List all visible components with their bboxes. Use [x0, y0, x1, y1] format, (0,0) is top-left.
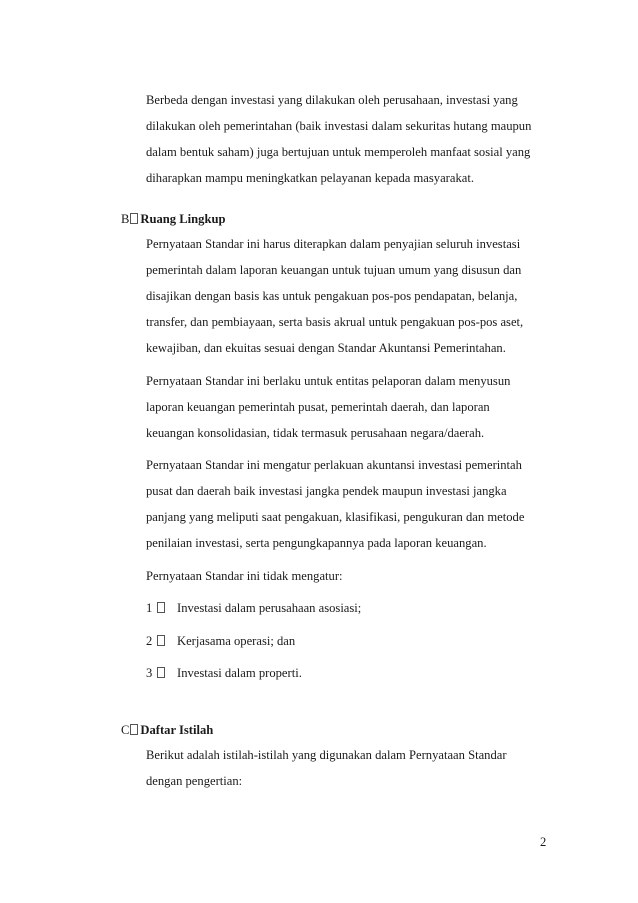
section-b-title: Ruang Lingkup: [140, 212, 226, 226]
section-b-para3-line: pusat dan daerah baik investasi jangka pendek maupun investasi jangka: [146, 484, 507, 498]
page-number: 2: [540, 835, 547, 849]
missing-glyph-box-icon: [157, 667, 165, 678]
intro-line-2: dilakukan oleh pemerintahan (baik investasi dalam sekuritas hutang maupun: [146, 119, 532, 133]
missing-glyph-box-icon: [130, 213, 138, 224]
section-b-para1-line: kewajiban, dan ekuitas sesuai dengan Standar Akuntansi Pemerintahan.: [146, 341, 506, 355]
section-b-heading: [121, 211, 225, 227]
intro-line-1: Berbeda dengan investasi yang dilakukan oleh perusahaan, investasi yang: [146, 93, 518, 107]
list-item: [146, 633, 295, 649]
section-c-para1-line: Berikut adalah istilah-istilah yang digunakan dalam Pernyataan Standar: [146, 748, 507, 762]
section-b-para4: Pernyataan Standar ini tidak mengatur:: [146, 569, 343, 583]
section-b-para2-line: Pernyataan Standar ini berlaku untuk entitas pelaporan dalam menyusun: [146, 374, 511, 388]
section-b-para1-line: pemerintah dalam laporan keuangan untuk tujuan umum yang disusun dan: [146, 263, 522, 277]
section-b-para1-line: disajikan dengan basis kas untuk pengakuan pos-pos pendapatan, belanja,: [146, 289, 518, 303]
list-item-text: Kerjasama operasi; dan: [177, 634, 296, 648]
missing-glyph-box-icon: [157, 602, 165, 613]
list-item: [146, 600, 361, 616]
missing-glyph-box-icon: [130, 724, 138, 735]
section-b-para3-line: panjang yang meliputi saat pengakuan, klasifikasi, pengukuran dan metode: [146, 510, 525, 524]
intro-line-4: diharapkan mampu meningkatkan pelayanan kepada masyarakat.: [146, 171, 475, 185]
section-b-letter: B: [121, 212, 130, 226]
missing-glyph-box-icon: [157, 635, 165, 646]
section-c-para1-line: dengan pengertian:: [146, 774, 243, 788]
list-item-number: 3: [146, 666, 153, 680]
intro-line-3: dalam bentuk saham) juga bertujuan untuk memperoleh manfaat sosial yang: [146, 145, 531, 159]
list-item-number: 1: [146, 601, 153, 615]
section-b-para2-line: keuangan konsolidasian, tidak termasuk perusahaan negara/daerah.: [146, 426, 485, 440]
list-item: [146, 665, 302, 681]
section-b-para1-line: transfer, dan pembiayaan, serta basis akrual untuk pengakuan pos-pos aset,: [146, 315, 524, 329]
list-item-text: Investasi dalam properti.: [177, 666, 302, 680]
section-c-letter: C: [121, 723, 130, 737]
section-b-para3-line: penilaian investasi, serta pengungkapannya pada laporan keuangan.: [146, 536, 487, 550]
section-b-para3-line: Pernyataan Standar ini mengatur perlakuan akuntansi investasi pemerintah: [146, 458, 522, 472]
section-b-para2-line: laporan keuangan pemerintah pusat, pemerintah daerah, dan laporan: [146, 400, 490, 414]
section-b-para1-line: Pernyataan Standar ini harus diterapkan dalam penyajian seluruh investasi: [146, 237, 521, 251]
list-item-number: 2: [146, 634, 153, 648]
list-item-text: Investasi dalam perusahaan asosiasi;: [177, 601, 362, 615]
section-c-heading: [121, 722, 213, 738]
section-c-title: Daftar Istilah: [140, 723, 214, 737]
